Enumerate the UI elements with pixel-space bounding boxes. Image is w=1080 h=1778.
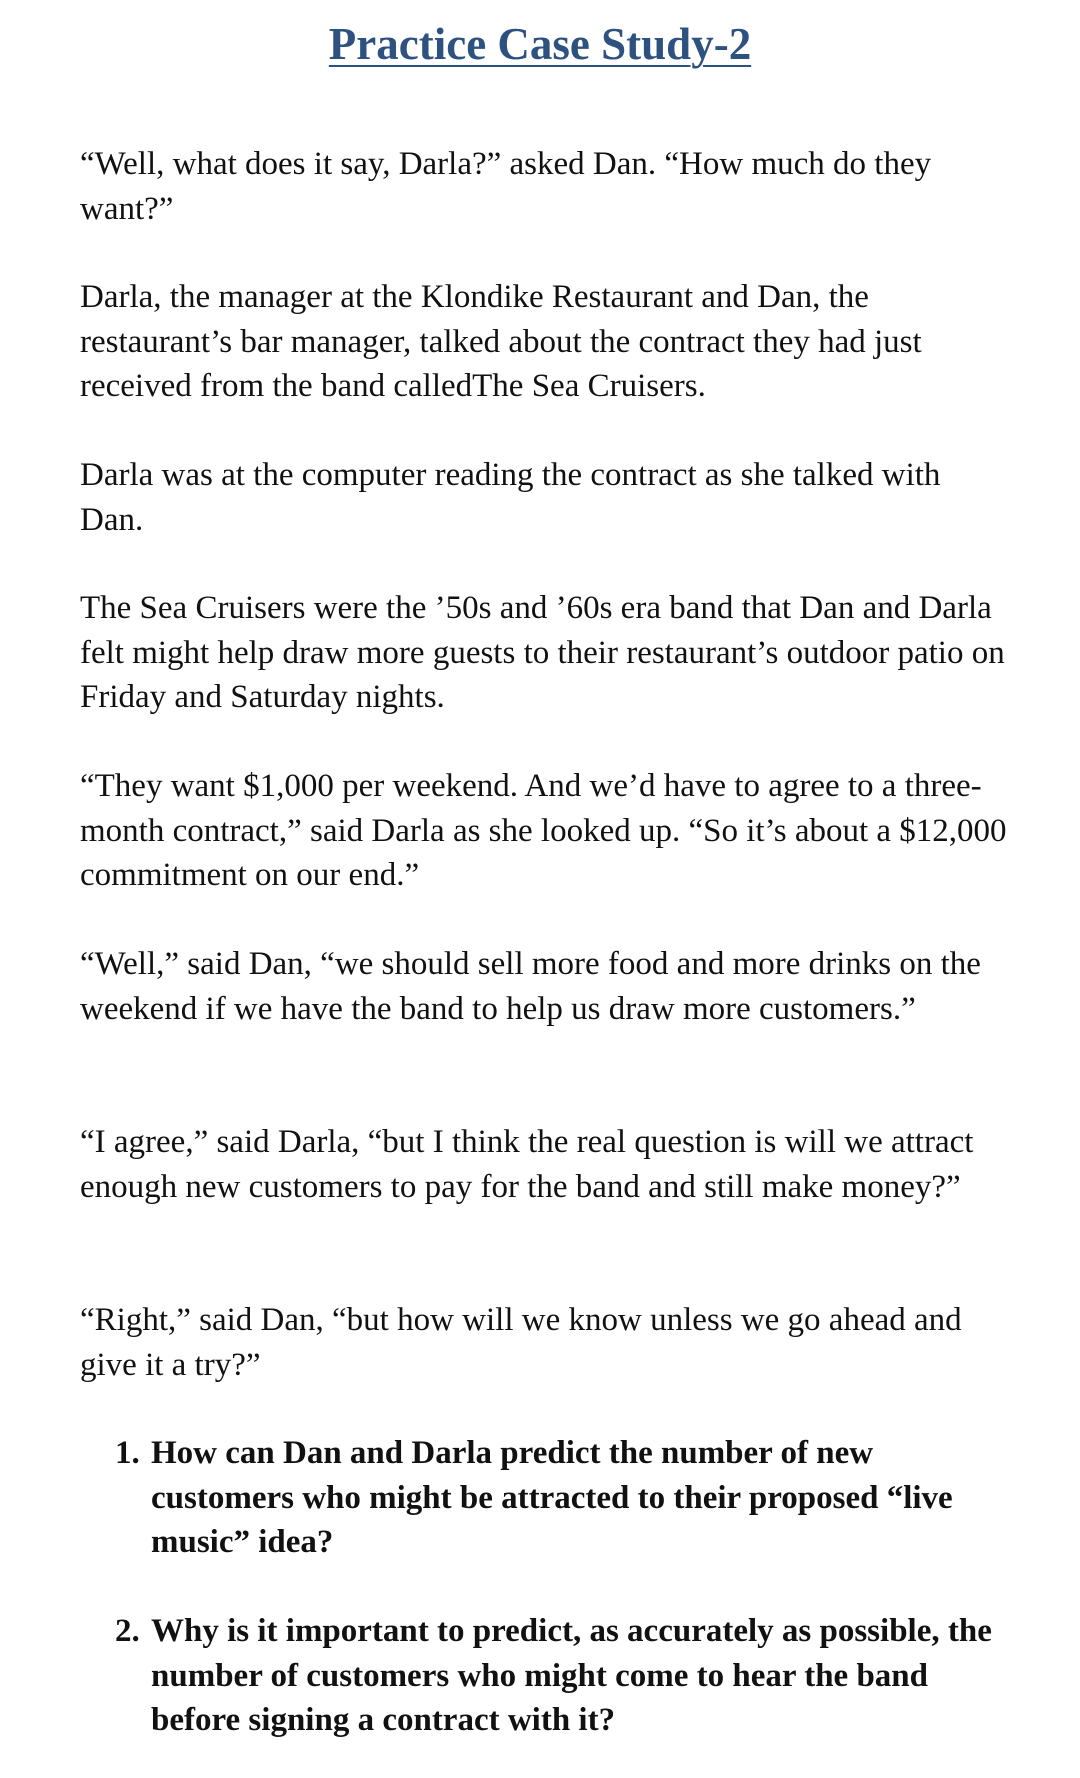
question-list-2: [110, 1609, 1010, 1743]
question-item: [110, 1431, 1010, 1565]
page-title: Practice Case Study-2: [328, 19, 752, 69]
paragraph-5: “They want $1,000 per weekend. And we’d have to agree to a three-month contract,” said Darla as she looked up. “So it’s about a $12,000 commitment on our end.”: [80, 768, 1007, 893]
paragraph-1: “Well, what does it say, Darla?” asked Dan. “How much do they want?”: [80, 146, 932, 227]
paragraph-2: Darla, the manager at the Klondike Restaurant and Dan, the restaurant’s bar manager, talked about the contract they had just received from the band calledThe Sea Cruisers.: [80, 279, 922, 404]
paragraph-6: “Well,” said Dan, “we should sell more food and more drinks on the weekend if we have the band to help us draw more customers.”: [80, 946, 981, 1027]
paragraph-7: “I agree,” said Darla, “but I think the real question is will we attract enough new customers to pay for the band and still make money?”: [80, 1124, 974, 1205]
question-text: How can Dan and Darla predict the number of new customers who might be attracted to their proposed “live music” idea?: [151, 1435, 953, 1560]
question-text: Why is it important to predict, as accurately as possible, the number of customers who might come to hear the band before signing a contract with it?: [151, 1613, 992, 1738]
question-number: 1.: [115, 1435, 140, 1471]
question-number: 2.: [115, 1613, 140, 1649]
paragraph-8: “Right,” said Dan, “but how will we know unless we go ahead and give it a try?”: [80, 1302, 962, 1383]
question-list: [110, 1431, 1010, 1565]
paragraph-4: The Sea Cruisers were the ’50s and ’60s era band that Dan and Darla felt might help draw more guests to their restaurant’s outdoor patio on Friday and Saturday nights.: [80, 590, 1005, 715]
question-item: [110, 1609, 1010, 1743]
paragraph-3: Darla was at the computer reading the contract as she talked with Dan.: [80, 457, 941, 538]
